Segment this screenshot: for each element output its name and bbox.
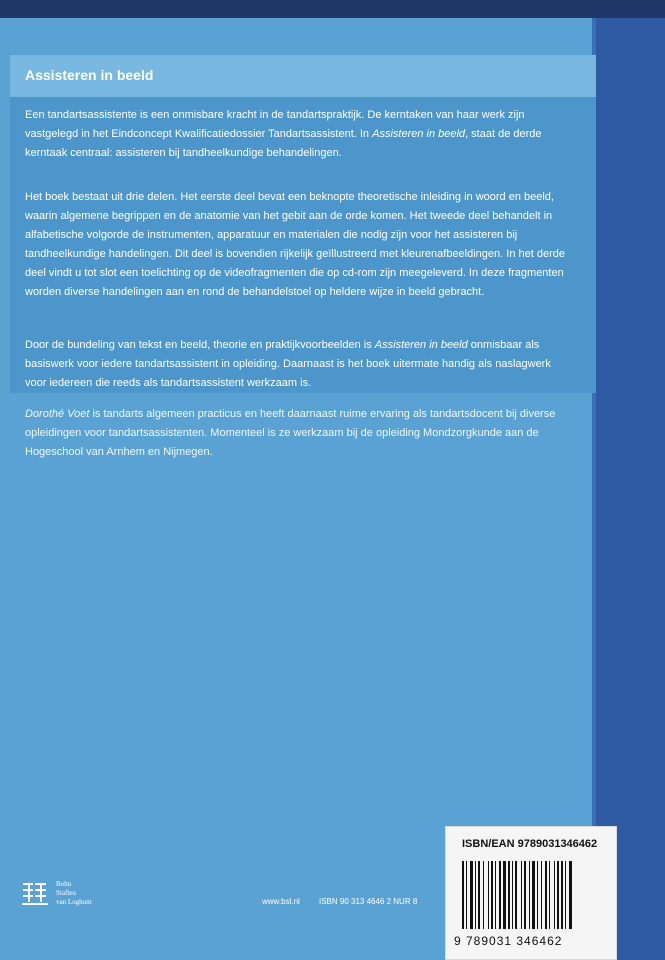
- barcode-bar: [512, 861, 513, 929]
- structure-paragraph: Het boek bestaat uit drie delen. Het eerste deel bevat een beknopte theoretische inleiding in woord en beeld, waarin algemene begrippen en de anatomie van het gebit aan de orde komen. Het tweede deel behandelt in alfabetische volgorde de instrumenten, apparatuur en materialen die nodig zijn voor het assisteren bij tandheelkundige handelingen. Dit deel is bovendien rijkelijk geïllustreerd met kleurenafbeeldingen. In het derde deel vindt u tot slot een toelichting op de videofragmenten die op cd-rom zijn meegeleverd. In deze fragmenten worden diverse handelingen aan en rond de behandelstoel op heldere wijze in beeld gebracht.: [25, 191, 565, 298]
- summary-lead: Door de bundeling van tekst en beeld, theorie en praktijkvoorbeelden is: [25, 339, 375, 351]
- bsl-logo-graphic: [20, 878, 50, 908]
- book-spine: [596, 0, 665, 960]
- isbn-ean-label: ISBN/EAN 9789031346462: [462, 838, 598, 850]
- book-title: Assisteren in beeld: [25, 67, 154, 83]
- barcode-bar: [508, 861, 510, 929]
- publisher-url: www.bsl.nl: [262, 897, 300, 906]
- barcode-bar: [488, 861, 489, 929]
- publisher-name-line1: Bohn: [56, 880, 72, 888]
- author-bio-text: is tandarts algemeen practicus en heeft daarnaast ruime ervaring als tandartsdocent bij diverse opleidingen voor tandartsassistenten. Momenteel is ze werkzaam bij de opleiding Mondzorgkunde aan de Hogeschool van Arnhem en Nijmegen.: [25, 408, 556, 458]
- barcode-digits: 9 789031 346462: [454, 934, 563, 948]
- barcode-bar: [549, 861, 550, 929]
- intro-book-title: Assisteren in beeld: [372, 128, 466, 140]
- barcode-bar: [569, 861, 572, 929]
- barcode-bar: [561, 861, 563, 929]
- barcode-bar: [499, 861, 501, 929]
- summary-paragraph: [25, 336, 575, 393]
- barcode-bar: [532, 861, 535, 929]
- bsl-logo-icon: [20, 878, 50, 913]
- barcode-bar: [483, 861, 484, 929]
- barcode-bar: [503, 861, 506, 929]
- publisher-name-line3: van Loghum: [56, 898, 92, 906]
- barcode-bar: [491, 861, 493, 929]
- summary-tail: onmisbaar als basiswerk voor iedere tandartsassistent in opleiding. Daarnaast is het boek uitermate handig als naslagwerk voor iedereen die reeds als tandartsassistent werkzaam is.: [25, 339, 551, 389]
- barcode-bar: [565, 861, 566, 929]
- summary-book-title: Assisteren in beeld: [374, 339, 468, 351]
- publisher-block: [20, 875, 120, 915]
- intro-lead: Een tandartsassistente is een onmisbare kracht in de tandartspraktijk. De kerntaken van haar werk zijn vastgelegd in het Eindconcept Kwalificatiedossier Tandartsassistent. In: [25, 109, 525, 140]
- intro-paragraph: [25, 106, 575, 163]
- author-name: Dorothé Voet: [25, 408, 90, 420]
- barcode-bar: [545, 861, 547, 929]
- barcode: [456, 857, 606, 937]
- barcode-bar: [495, 861, 496, 929]
- author-bio: [25, 405, 575, 462]
- barcode-bar: [475, 861, 476, 929]
- isbn-sticker: [445, 826, 617, 960]
- barcode-bar: [515, 861, 517, 929]
- barcode-bar: [524, 861, 526, 929]
- publisher-name: [56, 880, 92, 907]
- barcode-bar: [462, 861, 464, 929]
- footer-isbn: ISBN 90 313 4646 2 NUR 8: [319, 897, 418, 906]
- barcode-bar: [554, 861, 555, 929]
- top-edge: [0, 0, 665, 18]
- barcode-bar: [537, 861, 538, 929]
- barcode-bar: [466, 861, 467, 929]
- barcode-bar: [478, 861, 480, 929]
- intro-tail: , staat de derde kerntaak centraal: assisteren bij tandheelkundige behandelingen.: [25, 128, 542, 159]
- barcode-bar: [529, 861, 530, 929]
- barcode-bar: [521, 861, 522, 929]
- barcode-bar: [557, 861, 559, 929]
- barcode-bar: [541, 861, 542, 929]
- publisher-name-line2: Stafleu: [56, 889, 76, 897]
- barcode-bar: [470, 861, 473, 929]
